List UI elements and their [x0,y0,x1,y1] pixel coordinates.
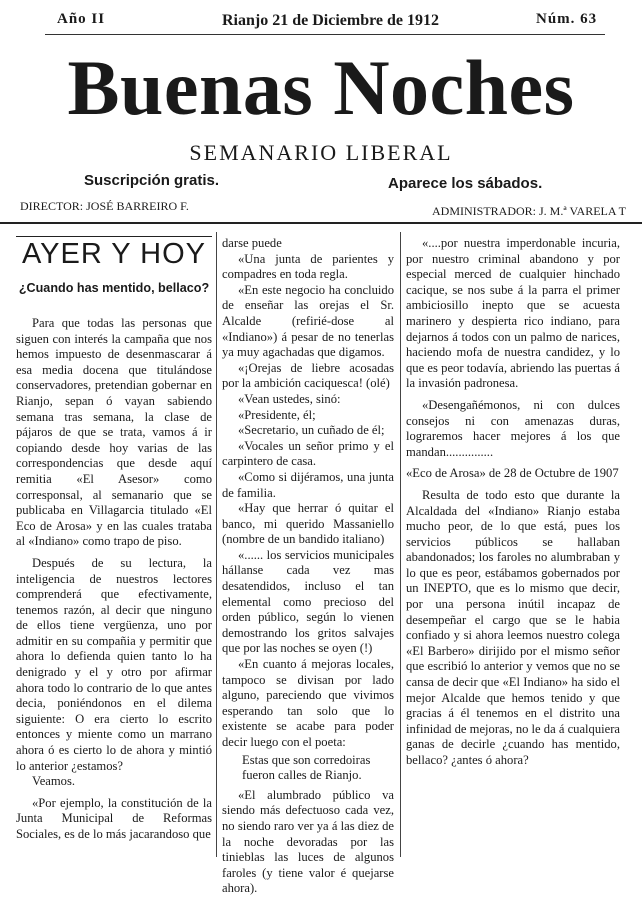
top-rule [45,34,605,35]
paragraph: «En este negocio ha concluido de enseñar las orejas el Sr. Alcalde (refirié-dose al «Indiano») á pesar de no tenerlas ya muy agachadas que digamos. [222,282,394,360]
paragraph: «El alumbrado público va siendo más defectuoso cada vez, no siendo raro ver ya á las diez de la noche devoradas por las tinieblas las luces de algunos faroles (y tiene valor é quejarse ahora). [222,787,394,896]
verse-line: fueron calles de Rianjo. [242,768,362,783]
publication-schedule: Aparece los sábados. [388,175,543,192]
column-2 [222,236,394,897]
paragraph: «¡Orejas de liebre acosadas por la ambición caciquesca! (olé) [222,360,394,391]
administrator-credit: ADMINISTRADOR: J. M.ª VARELA T [432,204,627,218]
masthead-title: Buenas Noches [67,44,575,131]
paragraph: «Desengañémonos, ni con dulces consejos ni con amenazas duras, lograremos hacer mejores á los que mandan............... [406,397,620,459]
paragraph: Para que todas las personas que siguen con interés la campaña que nos hemos impuesto de desenmascarar á esa media docena que titulándose conservadores, pretendian gobernar en Rianjo, sepan ó vayan sabiendo semana tras semana, la clase de pájaros de que se trata, vamos á ir copiando desde hoy varias de las correspondencias que desde aquí remitia «El Asesor» como corresponsal, al semanario que se publicaba en Villagarcia titulado «El Eco de Arosa» y en las cuales trataba al «Indiano» como trapo de piso. [16,316,212,549]
column-divider [400,232,401,857]
paragraph: «Hay que herrar ó quitar el banco, mi querido Massaniello (nombre de un bandido italiano) [222,501,394,547]
masthead-subtitle: SEMANARIO LIBERAL [189,140,453,165]
paragraph: Resulta de todo esto que durante la Alcaldada del «Indiano» Rianjo estaba mucho peor, de lo que está, pues los servicios públicos se hallaban abandonados; los faroles no alumbraban y lo que es peor, estábamos gobernados por un INEPTO, que es lo mismo que decir, por una persona inútil incapaz de desempeñar el cargo que se le habia confiado y si ahora leemos nuestro colega «El Barbero» dirijido por el mismo señor que escribió lo anterior y vemos que no se cansa de decir que «El Indiano» ha sido el mejor Alcalde que hemos tenido y que gracias á él tenemos en el distrito una infinidad de mejoras, no le da á cualquiera ganas de decirle ¿cuando has mentido, bellaco? ¿antes ó ahora? [406,487,621,767]
paragraph: «Secretario, un cuñado de él; [238,423,385,438]
paragraph: «Presidente, él; [238,407,316,422]
article-kicker: ¿Cuando has mentido, bellaco? [18,281,210,295]
column-3 [406,236,620,769]
verse-quote [242,753,394,784]
paragraph: «...... los servicios municipales hállanse cada vez mas desatendidos, incluso el tan elemental como precioso del orden público, según lo vienen demostrando los gritos salvajes que por las noches se oyen (!) [222,547,394,656]
dateline: Rianjo 21 de Diciembre de 1912 [222,12,440,29]
paragraph: «Vean ustedes, sinó: [238,391,341,406]
column-divider [216,232,217,857]
paragraph: «Como si dijéramos, una junta de familia. [222,469,394,500]
verse-line: Estas que son corredoiras [242,752,371,767]
paragraph: «Por ejemplo, la constitución de la Junta Municipal de Reformas Sociales, es de lo más jacarandoso que [16,795,212,841]
subscription-note: Suscripción gratis. [84,172,220,189]
article-header [16,236,212,307]
issue-year: Año II [57,11,106,27]
director-credit: DIRECTOR: JOSÉ BARREIRO F. [20,199,189,213]
paragraph: Veamos. [32,774,76,789]
column-1 [16,316,212,843]
source-citation: «Eco de Arosa» de 28 de Octubre de 1907 [406,466,619,481]
paragraph: darse puede [222,236,282,250]
header-rule [0,222,642,224]
paragraph: «Una junta de parientes y compadres en toda regla. [222,251,394,282]
paragraph: Después de su lectura, la inteligencia de nuestros lectores comprenderá que efectivamente, tenemos razón, al decir que ninguno de ellos tiene vergüenza, uno por admitir en su compañia y permitir que ahora lo defienda quien tanto lo ha denigrado y el y otro por afirmar ahora todo lo contrario de lo que antes decia, poniéndonos en el dilema siguiente: O era cierto lo escrito entonces y miente como un marrano ahora ó es cierto lo de ahora y mintió lo anterior ¿estamos? [16,555,212,773]
paragraph: «En cuanto á mejoras locales, tampoco se divisan por lado alguno, pareciendo que vivimos esperando tan solo que lo existente se acabe para poder decir luego con el poeta: [222,657,394,749]
issue-number: Núm. 63 [536,11,598,27]
paragraph: «....por nuestra imperdonable incuria, por nuestro criminal abandono y por especial merced de cualquier hinchado cacique, se nos sube á la parra el primer ambiciosillo inepto que se acuesta marinero y despierta rico indiano, para dejarnos á todos con un palmo de narices, haciendo mofa de nuestra candidez, y lo que es peor todavía, abriendo las puertas á la invasión padronesa. [406,236,620,391]
paragraph: «Vocales un señor primo y el carpintero de casa. [222,438,394,469]
article-title: AYER Y HOY [16,236,212,271]
